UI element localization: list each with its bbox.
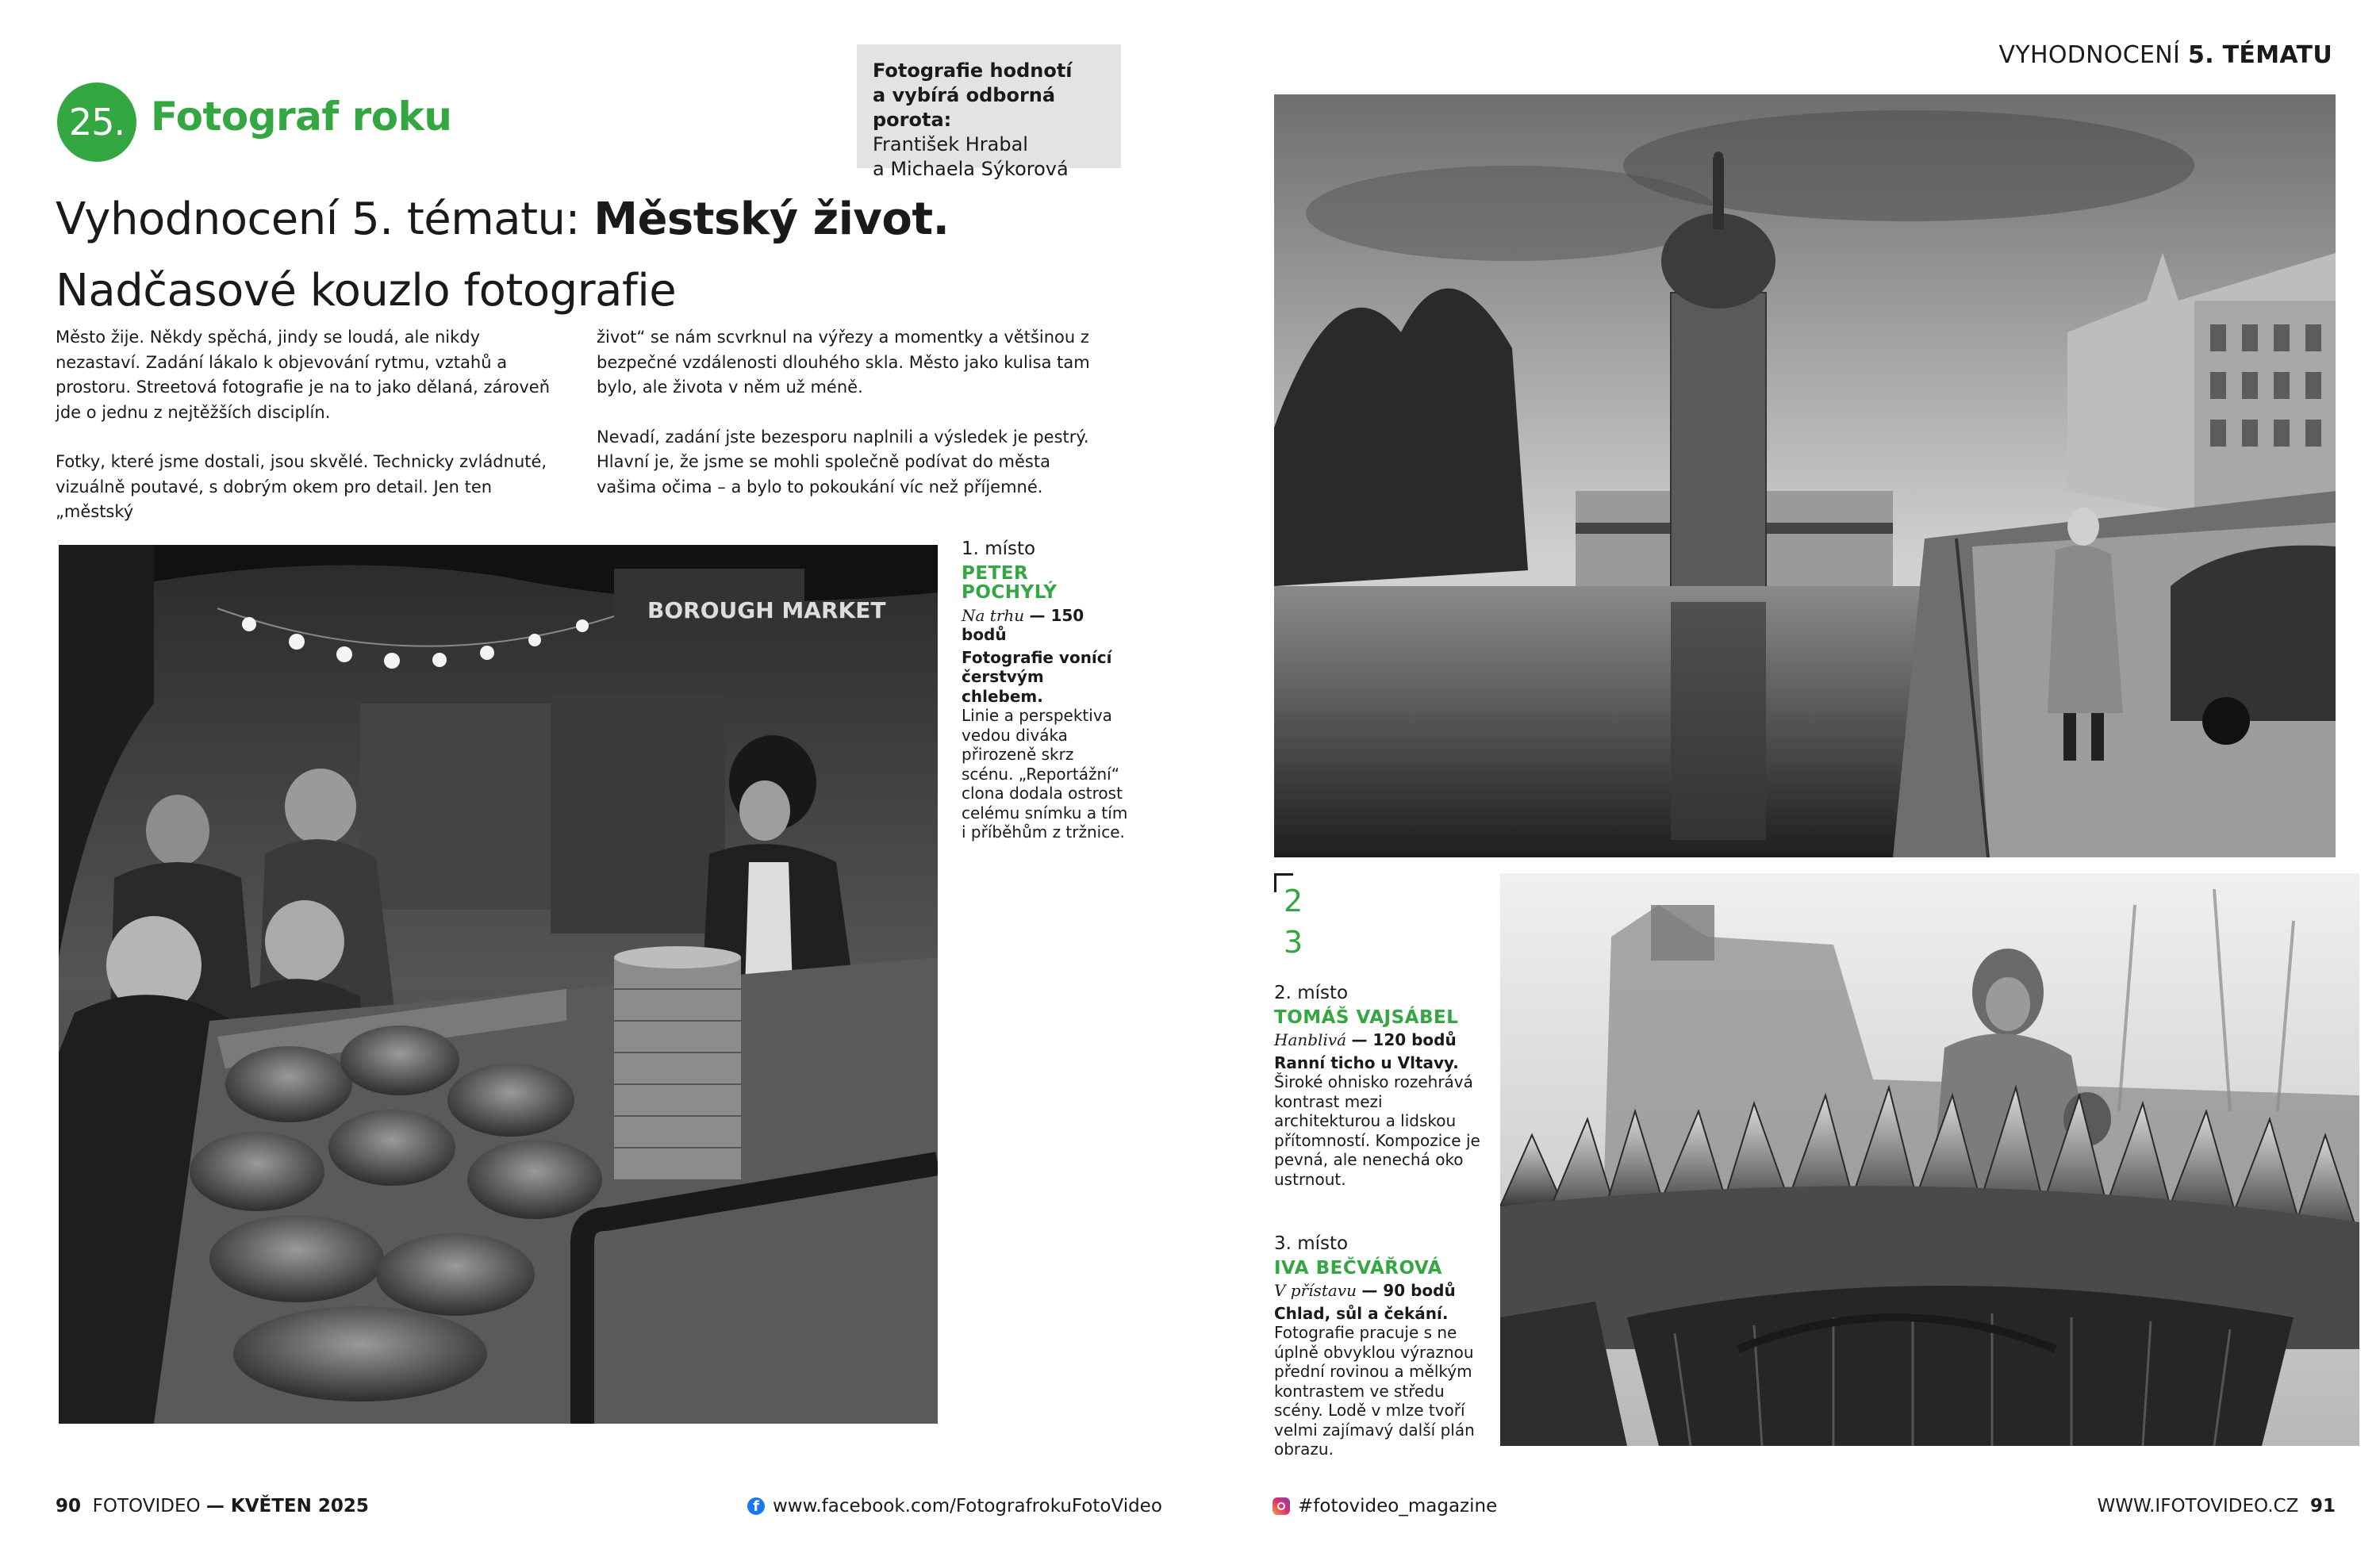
headline-regular: Vyhodnocení 5. tématu: [56, 194, 594, 245]
jury-box [857, 44, 1121, 180]
instagram-icon [1273, 1497, 1290, 1515]
harbor-photo-illustration [1500, 873, 2359, 1446]
river-tower-photo-illustration [1274, 94, 2336, 857]
caption-body: Široké ohnisko rozehrává kontrast mezi architekturou a lidskou přítomností. Kompozice je pevná, ale nenechá oko ustrnout. [1274, 1072, 1480, 1189]
caption-lead: Chlad, sůl a čekání. [1274, 1303, 1449, 1323]
photo-third-place-harbor [1500, 873, 2359, 1446]
place-label: 1. místo [962, 539, 1036, 559]
caption-body: Linie a perspektiva vedou diváka přirozeně skrz scénu. „Reportážní“ clona dodala ostrost celému snímku a tím i příběhům z tržnice. [962, 706, 1128, 842]
section-label [1999, 41, 2332, 69]
headline-line1 [56, 184, 1008, 255]
magazine-name: FOTOVIDEO [92, 1496, 201, 1516]
series-title: Fotograf roku [151, 94, 452, 140]
intro-paragraph: Fotky, které jsme dostali, jsou skvělé. Technicky zvládnuté, vizuálně poutavé, s dobrým okem pro detail. Jen ten „městský [56, 452, 547, 521]
work-title: V přístavu [1274, 1281, 1357, 1300]
section-label-pre: VYHODNOCENÍ [1998, 41, 2181, 69]
work-title: Na trhu [962, 605, 1025, 625]
caption-body: Fotografie pracuje s ne úplně obvyklou výraznou přední rovinou a mělkým kontrastem ve středu scény. Lodě v mlze tvoří velmi zajímavý další plán obrazu. [1274, 1323, 1475, 1459]
jury-name2: a Michaela Sýkorová [873, 158, 1069, 180]
headline [56, 184, 1008, 327]
work-title: Hanblivá [1274, 1030, 1347, 1049]
facebook-link[interactable]: www.facebook.com/FotografrokuFotoVideo [773, 1496, 1162, 1516]
jury-name1: František Hrabal [873, 133, 1028, 155]
work-line [962, 606, 1128, 645]
facebook-icon: f [747, 1497, 765, 1515]
intro-paragraph: život“ se nám scvrknul na výřezy a momentky a většinou z bezpečné vzdálenosti dlouhého skla. Město jako kulisa tam bylo, ale života v něm už méně. [597, 328, 1090, 397]
section-label-bold: 5. TÉMATU [2188, 41, 2332, 69]
work-line [1274, 1030, 1488, 1050]
author-name: TOMÁŠ VAJSÁBEL [1274, 1006, 1459, 1028]
intro-column-1 [56, 325, 563, 550]
intro-column-2 [597, 325, 1104, 524]
footer-instagram[interactable] [1273, 1496, 1497, 1516]
caption-lead: Fotografie vonící čerstvým chlebem. [962, 647, 1112, 706]
photo-marker-2: 2 [1284, 884, 1303, 918]
issue-number-badge: 25. [57, 82, 136, 162]
instagram-hashtag[interactable]: #fotovideo_magazine [1298, 1496, 1498, 1516]
author-name: IVA BEČVÁŘOVÁ [1274, 1257, 1442, 1279]
footer-right [2098, 1496, 2336, 1516]
place-label: 3. místo [1274, 1233, 1349, 1254]
headline-line2: Nadčasové kouzlo fotografie [56, 265, 677, 316]
issue-date: — KVĚTEN 2025 [205, 1496, 369, 1516]
jury-line1: Fotografie hodnotí [873, 59, 1073, 82]
headline-bold: Městský život. [593, 194, 950, 245]
intro-paragraph: Nevadí, zadání jste bezesporu naplnili a výsledek je pestrý. Hlavní je, že jsme se mohli společně podívat do města vašima očima – a bylo to pokoukání víc než příjemné. [597, 427, 1089, 497]
photo-second-place-river-tower [1274, 94, 2336, 857]
market-sign: BOROUGH MARKET [647, 597, 886, 623]
footer-facebook[interactable] [747, 1496, 1162, 1516]
page-number-right: 91 [2309, 1496, 2336, 1516]
website-link[interactable]: WWW.IFOTOVIDEO.CZ [2097, 1496, 2299, 1516]
work-line [1274, 1281, 1488, 1301]
work-points: — 150 bodů [962, 605, 1084, 644]
caption-lead: Ranní ticho u Vltavy. [1274, 1052, 1459, 1072]
work-points: — 90 bodů [1361, 1281, 1456, 1300]
market-photo-illustration [59, 545, 938, 1424]
intro-paragraph: Město žije. Někdy spěchá, jindy se loudá, ale nikdy nezastaví. Zadání lákalo k objevování rytmu, vztahů a prostoru. Streetová fotografie je na to jako dělaná, zároveň jde o jednu z nejtěžších disciplín. [56, 328, 551, 422]
work-points: — 120 bodů [1351, 1030, 1457, 1049]
caption-third-place [1274, 1234, 1488, 1459]
photo-first-place-market [59, 545, 938, 1424]
caption-second-place [1274, 983, 1488, 1189]
footer-left [56, 1496, 369, 1516]
place-label: 2. místo [1274, 983, 1349, 1003]
caption-first-place [962, 539, 1128, 842]
author-name: PETER POCHYLÝ [962, 562, 1058, 603]
page-number-left: 90 [56, 1496, 82, 1516]
jury-line2: a vybírá odborná porota: [873, 84, 1056, 131]
photo-marker-3: 3 [1284, 925, 1303, 960]
